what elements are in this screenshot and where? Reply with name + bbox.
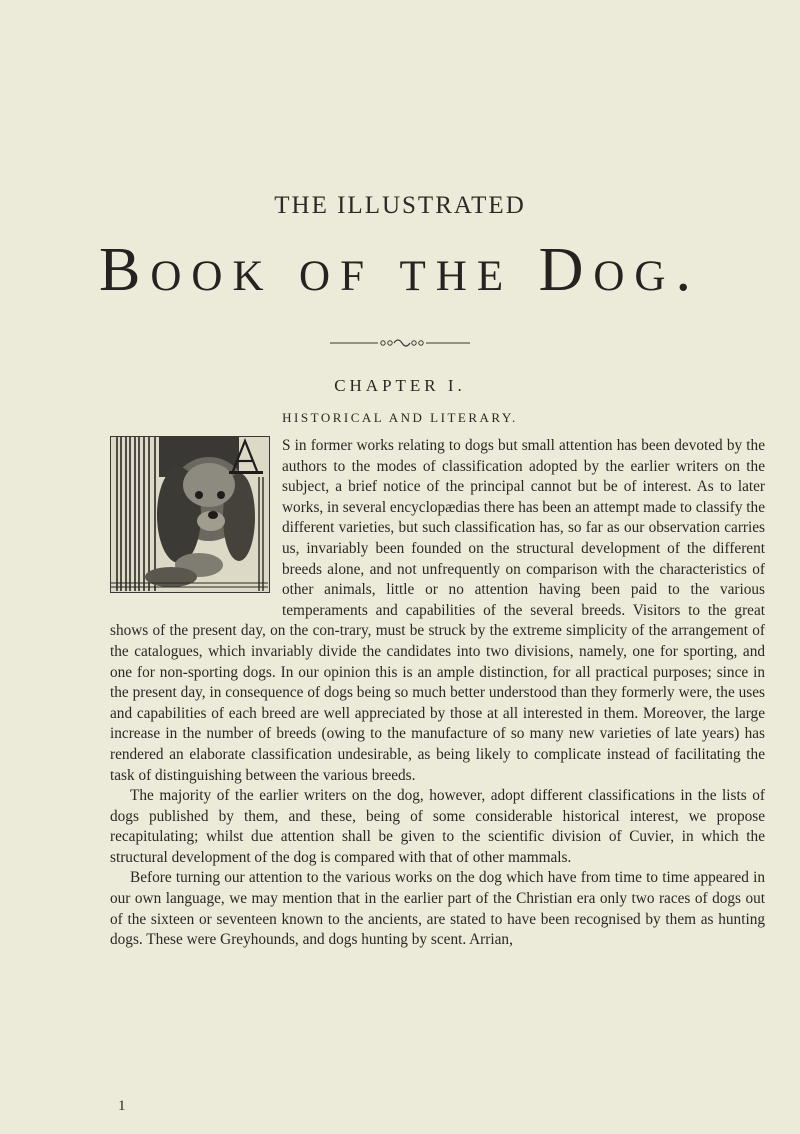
signature-mark: 1	[118, 1098, 126, 1114]
paragraph-2: The majority of the earlier writers on the dog, however, adopt different classifications in the lists of dogs published by them, and these, being of some considerable historical interest, we propose recapitulating; whilst due attention shall be given to the scientific division of Cuvier, in which the structural development of the dog is compared with that of other mammals.	[110, 787, 765, 866]
dog-engraving-art	[111, 437, 268, 591]
title-line-1: THE ILLUSTRATED	[274, 192, 526, 219]
dog-drop-cap-engraving-icon	[110, 436, 270, 593]
chapter-heading: CHAPTER I.	[334, 376, 466, 395]
book-title: Book of the Dog.	[99, 236, 701, 304]
paragraph-1: S in former works relating to dogs but small attention has been devoted by the authors to the modes of classification adopted by the earlier writers on the subject, a brief notice of the principal cannot but be of interest. As to later works, in several encyclopædias there has been an attempt made to classify the different varieties, but such classification has, so far as our observation carries us, invariably been founded on the structural development of the different breeds alone, and not unfrequently on comparison with the characteristics of other animals, little or no attention having been paid to the various temperaments and capabilities of the several breeds. Visitors to the great shows of the present day, on the con-trary, must be struck by the extreme simplicity of the arrangement of the catalogues, which invariably divide the candidates into two divisions, namely, one for sporting, and one for non-sporting dogs. In our opinion this is an ample distinction, for all practical purposes; since in the present day, in consequence of dogs being so much better understood than they formerly were, the uses and capabilities of each breed are well appreciated by those at all interested in them. Moreover, the large increase in the number of breeds (owing to the manufacture of so many new varieties of late years) has rendered an elaborate classification undesirable, as being likely to complicate instead of facilitating the task of distinguishing between the various breeds.	[110, 437, 765, 784]
paragraph-3: Before turning our attention to the various works on the dog which have from time to time appeared in our own language, we may mention that in the earlier part of the Christian era only two races of dogs out of the sixteen or seventeen known to the ancients, are stated to have been recognised by them as hunting dogs. These were Greyhounds, and dogs hunting by scent. Arrian,	[110, 869, 765, 949]
chapter-subtitle: HISTORICAL AND LITERARY.	[282, 410, 518, 425]
ornament-divider-icon	[330, 337, 470, 349]
